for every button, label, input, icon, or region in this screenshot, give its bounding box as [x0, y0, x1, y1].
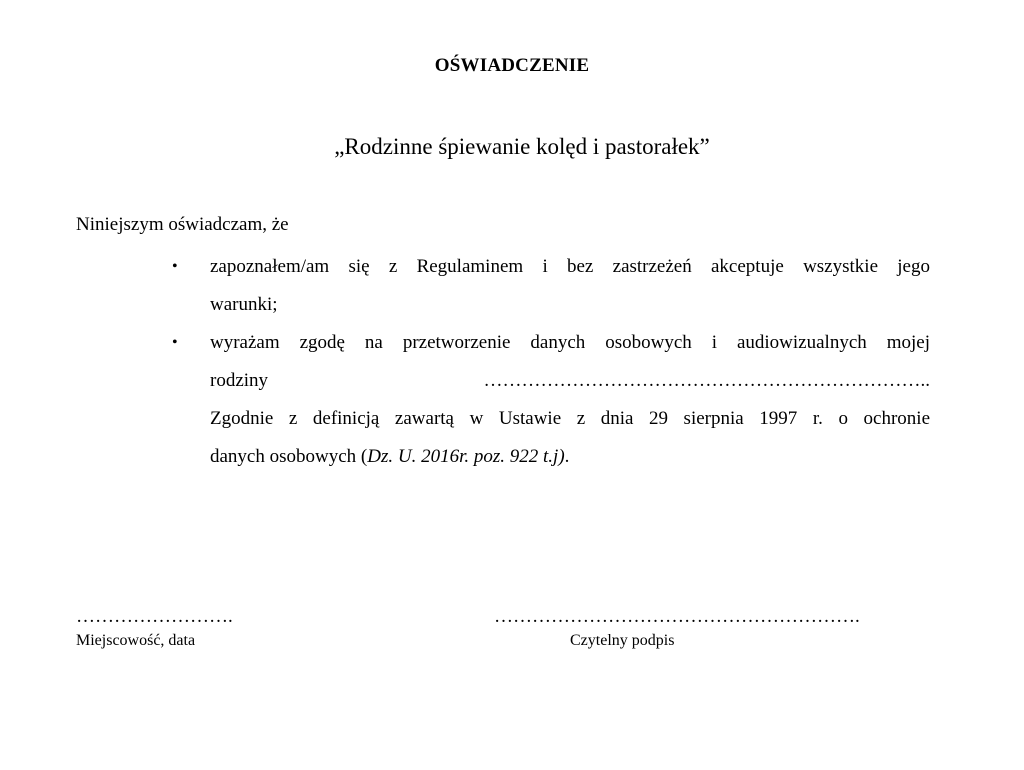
- declaration-item-data-consent: [160, 324, 930, 476]
- item2-line1: wyrażam zgodę na przetworzenie danych osobowych i audiowizualnych mojej: [210, 332, 930, 353]
- intro-text: Niniejszym oświadczam, że: [76, 214, 289, 235]
- item2-line2: [210, 362, 930, 400]
- item2-line4: [210, 438, 930, 476]
- bullet-icon: •: [172, 258, 178, 275]
- signature-blank: ………………………………………………….: [494, 606, 860, 627]
- legal-reference: Dz. U. 2016r. poz. 922 t.j): [367, 446, 565, 467]
- declaration-list: [160, 248, 930, 476]
- item1-line1: zapoznałem/am się z Regulaminem i bez zastrzeżeń akceptuje wszystkie jego: [210, 256, 930, 277]
- document-heading: OŚWIADCZENIE: [434, 55, 590, 76]
- item1-line2: warunki;: [210, 294, 278, 315]
- family-word: rodziny: [210, 370, 269, 391]
- place-date-label: Miejscowość, data: [76, 632, 196, 649]
- legal-suffix: .: [564, 446, 570, 467]
- bullet-icon: •: [172, 334, 178, 351]
- event-title: „Rodzinne śpiewanie kolęd i pastorałek”: [334, 134, 710, 159]
- legal-prefix: danych osobowych (: [210, 446, 368, 467]
- family-name-blank: ……………………………………………………………..: [483, 370, 930, 391]
- signature-label: Czytelny podpis: [570, 632, 675, 649]
- item2-line3: Zgodnie z definicją zawartą w Ustawie z dnia 29 sierpnia 1997 r. o ochronie: [210, 408, 930, 429]
- declaration-item-regulations: [160, 248, 930, 324]
- place-date-blank: …………………….: [76, 606, 233, 627]
